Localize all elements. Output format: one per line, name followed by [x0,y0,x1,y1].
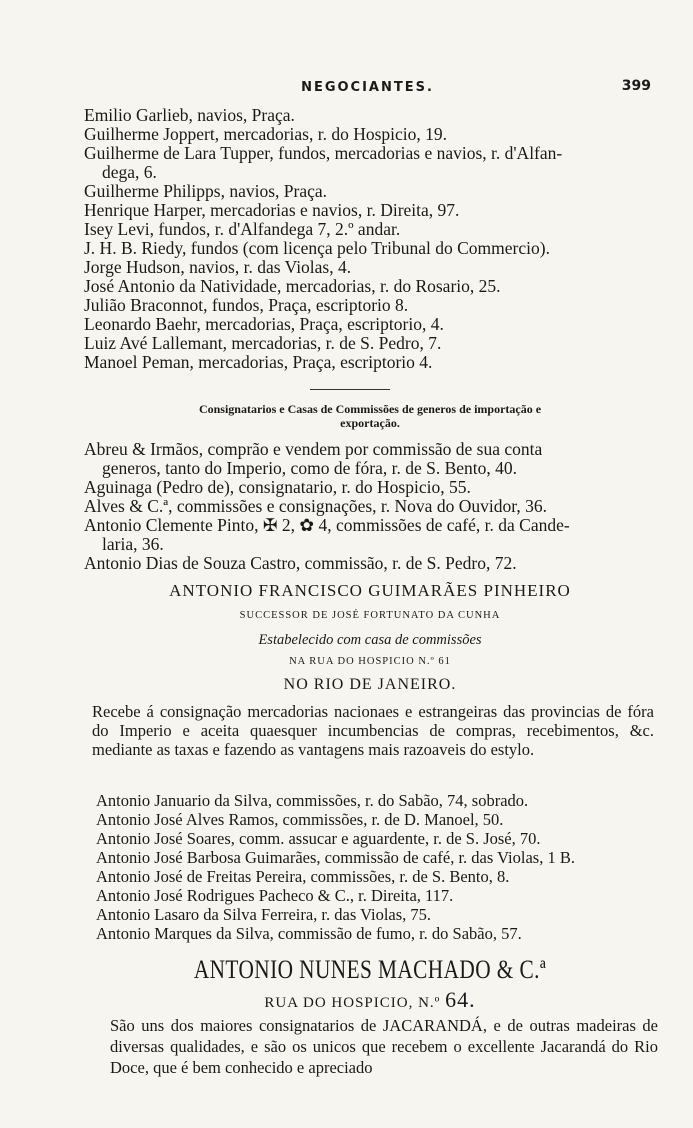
list-item: Antonio Dias de Souza Castro, commissão, r. de S. Pedro, 72. [84,553,517,573]
list-item: Antonio Lasaro da Silva Ferreira, r. das Violas, 75. [96,905,432,924]
list-item-continuation: laria, 36. [102,534,164,554]
list-item: Antonio José Rodrigues Pacheco & C., r. Direita, 117. [96,886,454,905]
list-item: Isey Levi, fundos, r. d'Alfandega 7, 2.º andar. [84,219,401,239]
list-item: Jorge Hudson, navios, r. das Violas, 4. [84,257,352,277]
advertisement-city: NO RIO DE JANEIRO. [283,676,457,693]
list-item: Guilherme Philipps, navios, Praça. [84,181,328,201]
list-item: Antonio José Barbosa Guimarães, commissão de café, r. das Violas, 1 B. [96,848,575,867]
advertisement-street: NA RUA DO HOSPICIO N.º 61 [289,656,451,667]
list-item: Antonio Januario da Silva, commissões, r. do Sabão, 74, sobrado. [96,791,529,810]
advertisement-name: ANTONIO NUNES MACHADO & C.ª [193,955,547,984]
list-item: Leonardo Baehr, mercadorias, Praça, escriptorio, 4. [84,314,444,334]
page-header [80,78,655,102]
list-item: Julião Braconnot, fundos, Praça, escriptorio 8. [84,295,409,315]
advertisement-text: São uns dos maiores consignatarios de JACARANDÁ, e de outras madeiras de diversas qualidades, e são os unicos que recebem o excellente Jacarandá do Rio Doce, que é bem conhecido e apreciado [110,1016,658,1077]
advertisement-street-prefix: RUA DO HOSPICIO, N.º [264,995,441,1011]
list-item: Antonio José de Freitas Pereira, commissões, r. de S. Bento, 8. [96,867,510,886]
advertisement-name: ANTONIO FRANCISCO GUIMARÃES PINHEIRO [169,581,571,600]
list-item: Luiz Avé Lallemant, mercadorias, r. de S. Pedro, 7. [84,333,442,353]
merchant-list [84,106,656,372]
advertisement-street [84,987,656,1013]
section-heading [84,402,656,430]
list-item-continuation: dega, 6. [102,162,157,182]
list-item: Guilherme de Lara Tupper, fundos, mercadorias e navios, r. d'Alfan- [84,143,563,163]
section-heading-line1: Consignatarios e Casas de Commissões de generos de importação e [198,402,542,416]
page-number: 399 [621,78,651,94]
list-item: Manoel Peman, mercadorias, Praça, escriptorio 4. [84,352,433,372]
list-item: José Antonio da Natividade, mercadorias, r. do Rosario, 25. [84,276,501,296]
list-item: Abreu & Irmãos, comprão e vendem por commissão de sua conta [84,439,543,459]
section-heading-line2: exportação. [340,416,400,430]
advertisement-established: Estabelecido com casa de commissões [258,632,482,648]
list-item-continuation: generos, tanto do Imperio, como de fóra, r. de S. Bento, 40. [102,458,518,478]
list-item: Antonio José Alves Ramos, commissões, r. de D. Manoel, 50. [96,810,504,829]
list-item: Aguinaga (Pedro de), consignatario, r. do Hospicio, 55. [84,477,471,497]
list-item: J. H. B. Riedy, fundos (com licença pelo Tribunal do Commercio). [84,238,550,258]
list-item: Antonio José Soares, comm. assucar e aguardente, r. de S. José, 70. [96,829,541,848]
consignee-list [84,440,656,573]
commission-list [96,791,656,943]
advertisement-street-number: 64. [445,987,476,1012]
list-item: Antonio Clemente Pinto, ✠ 2, ✿ 4, commissões de café, r. da Cande- [84,515,570,535]
page-title: NEGOCIANTES. [301,80,434,95]
list-item: Emilio Garlieb, navios, Praça. [84,105,295,125]
advertisement-text: Recebe á consignação mercadorias nacionaes e estrangeiras das provincias de fóra do Imperio e aceita quaesquer incumbencias de compras, recebimentos, &c. mediante as taxas e fazendo as vantagens mais razoaveis do estylo. [92,702,654,759]
list-item: Alves & C.ª, commissões e consignações, r. Nova do Ouvidor, 36. [84,496,547,516]
list-item: Guilherme Joppert, mercadorias, r. do Hospicio, 19. [84,124,448,144]
advertisement-successor: SUCCESSOR DE JOSÉ FORTUNATO DA CUNHA [239,610,501,621]
list-item: Antonio Marques da Silva, commissão de fumo, r. do Sabão, 57. [96,924,522,943]
list-item: Henrique Harper, mercadorias e navios, r. Direita, 97. [84,200,460,220]
section-divider [310,389,390,390]
